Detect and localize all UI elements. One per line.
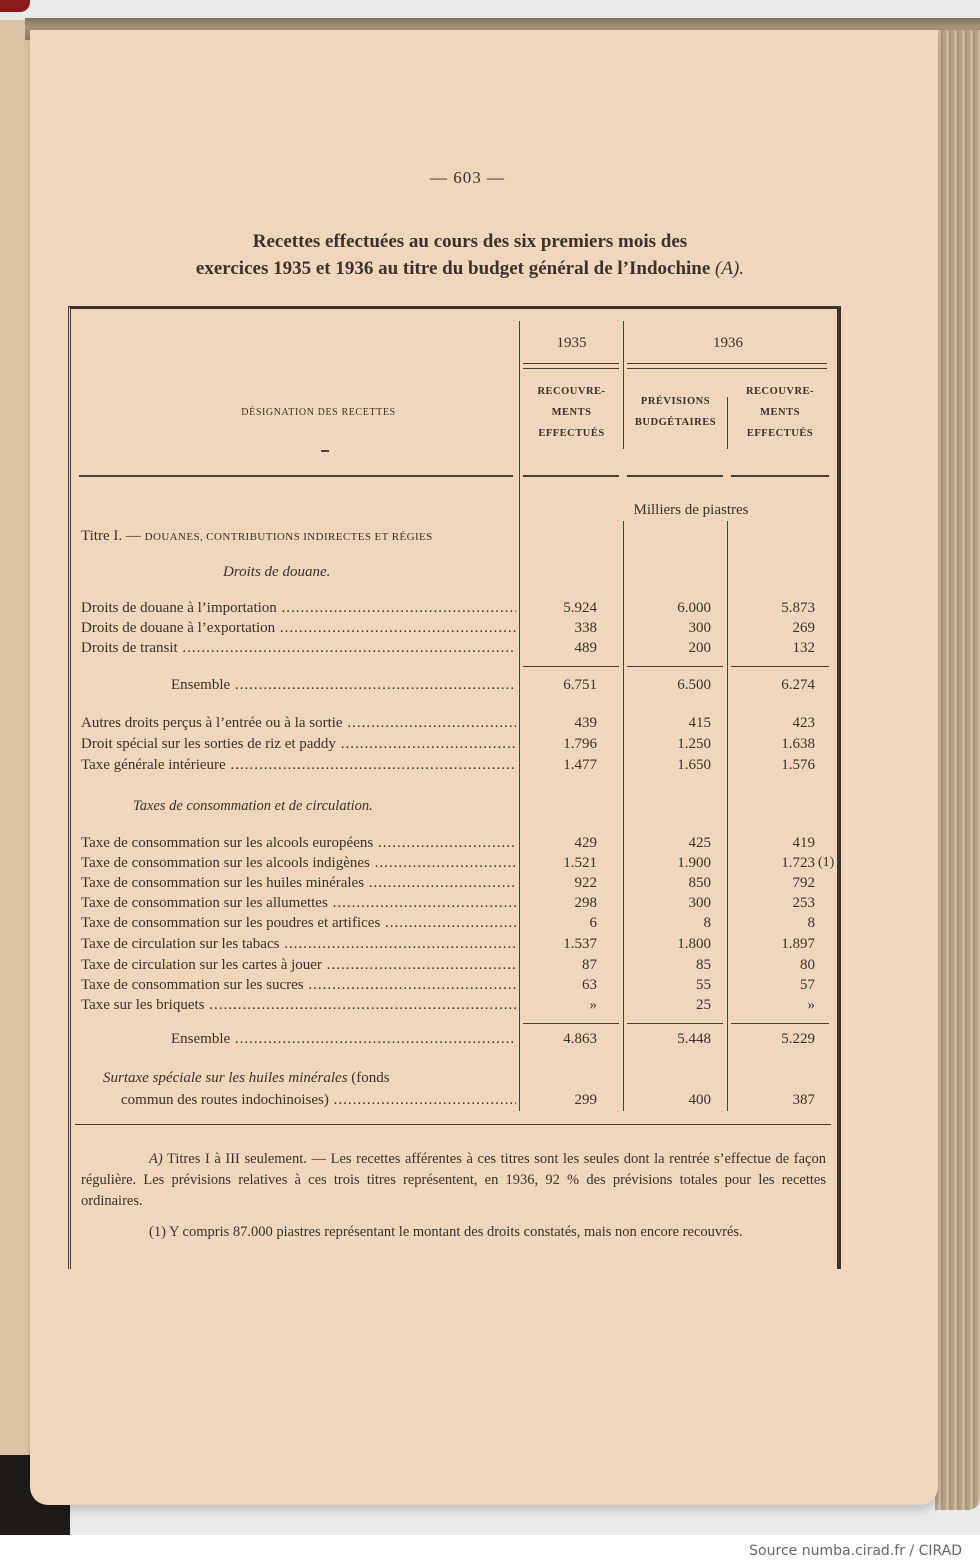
ensemble-row-douane: Ensemble ..... 6.751 6.500 6.274 — [81, 677, 831, 697]
subtotal-rule — [523, 1023, 619, 1024]
table-row: Taxe de consommation sur les alcools européens ..... 429 425 419 — [81, 835, 831, 855]
units-label: Milliers de piastres — [633, 502, 749, 518]
title-footnote-ref: (A). — [715, 258, 745, 279]
surtaxe-label-line1: Surtaxe spéciale sur les huiles minérales (fonds — [103, 1070, 390, 1086]
table-row: Droit spécial sur les sorties de riz et paddy ..... 1.796 1.250 1.638 — [81, 736, 831, 756]
table-row: Taxe de consommation sur les allumettes ..... 298 300 253 — [81, 895, 831, 915]
page-number: — 603 — — [430, 168, 505, 187]
col-header-recouvrements-1935: RECOUVRE- MENTS EFFECTUÉS — [537, 386, 606, 439]
revenue-table — [68, 306, 841, 1269]
header-rule-col1 — [523, 475, 619, 477]
subtotal-rule — [627, 1023, 723, 1024]
subtotal-rule — [731, 1023, 829, 1024]
table-row: Taxe de circulation sur les tabacs ..... 1.537 1.800 1.897 — [81, 936, 831, 956]
year-underline-1935 — [523, 363, 619, 369]
col-header-recouvrements-1936: RECOUVRE- MENTS EFFECTUÉS — [745, 386, 815, 439]
table-bottom-rule — [75, 1124, 831, 1125]
subtotal-rule — [731, 666, 829, 667]
footnote-a: A) Titres I à III seulement. — Les recettes afférentes à ces titres sont les seules dont la rentrée s’effectue de façon régulière. Les prévisions relatives à ces trois titres représentent, en 1936, 92 % des prévisions totales pour les recettes ordinaires. — [81, 1151, 826, 1209]
source-watermark: Source numba.cirad.fr / CIRAD — [749, 1543, 962, 1559]
table-row: Autres droits perçus à l’entrée ou à la sortie ..... 439 415 423 — [81, 715, 831, 735]
designation-header: DÉSIGNATION DES RECETTES — [241, 407, 396, 418]
table-row: Droits de transit ..... 489 200 132 — [81, 640, 831, 660]
page-stack-right-edge — [935, 30, 980, 1510]
footnote-1: (1) Y compris 87.000 piastres représentant le montant des droits constatés, mais non encore recouvrés. — [149, 1224, 743, 1240]
header-rule-designation — [79, 475, 513, 477]
document-page — [30, 30, 938, 1505]
section-taxes-consommation: Taxes de consommation et de circulation. — [133, 798, 373, 814]
titre-heading: Titre I. — DOUANES, CONTRIBUTIONS INDIRECTES ET RÉGIES — [81, 528, 433, 544]
table-row: Taxe sur les briquets ..... » 25 » — [81, 997, 831, 1017]
footnote-ref-1: (1) — [818, 855, 835, 870]
table-row: Taxe générale intérieure ..... 1.477 1.650 1.576 — [81, 757, 831, 777]
year-1936-header: 1936 — [713, 335, 743, 351]
year-underline-1936 — [627, 363, 827, 369]
header-dash — [321, 450, 329, 452]
header-rule-col2 — [627, 475, 723, 477]
subtotal-rule — [627, 666, 723, 667]
table-row: Taxe de consommation sur les huiles minérales ..... 922 850 792 — [81, 875, 831, 895]
table-row: Taxe de circulation sur les cartes à jouer ..... 87 85 80 — [81, 957, 831, 977]
table-row: Taxe de consommation sur les sucres ..... 63 55 57 — [81, 977, 831, 997]
title-line-2: exercices 1935 et 1936 au titre du budget général de l’Indochine (A). — [195, 258, 745, 279]
table-row: Droits de douane à l’exportation ..... 338 300 269 — [81, 620, 831, 640]
page-title — [70, 228, 870, 282]
table-row: Droits de douane à l’importation ..... 5.924 6.000 5.873 — [81, 600, 831, 620]
year-1935-header: 1935 — [556, 335, 587, 351]
title-line-1: Recettes effectuées au cours des six premiers mois des — [252, 231, 688, 252]
surtaxe-row: commun des routes indochinoises) ..... 299 400 387 — [81, 1092, 831, 1112]
table-row: Taxe de consommation sur les poudres et artifices ..... 6 8 8 — [81, 915, 831, 935]
col-header-previsions-1936: PRÉVISIONS BUDGÉTAIRES — [634, 396, 717, 428]
ensemble-row-consommation: Ensemble ..... 4.863 5.448 5.229 — [81, 1031, 831, 1051]
header-rule-col3 — [731, 475, 829, 477]
book-spine-marker — [0, 0, 30, 12]
subtotal-rule — [523, 666, 619, 667]
section-droits-douane: Droits de douane. — [223, 564, 331, 580]
table-row: Taxe de consommation sur les alcools indigènes ..... 1.521 1.900 1.723 (1) — [81, 855, 831, 875]
previous-page-edge — [0, 20, 32, 1460]
